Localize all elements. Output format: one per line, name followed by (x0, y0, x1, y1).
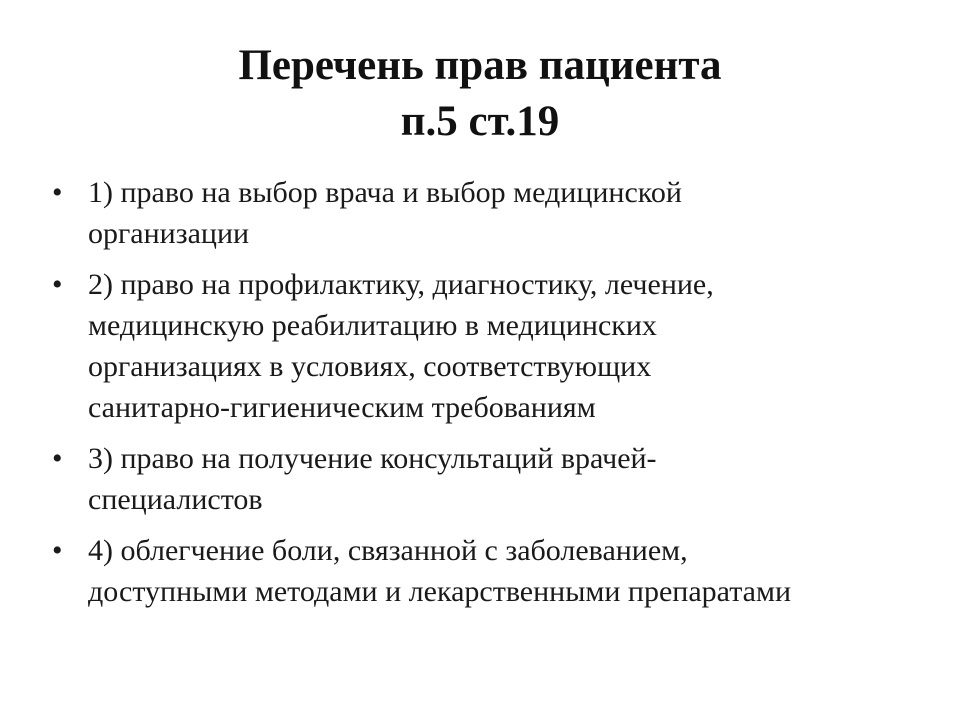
list-item-line: специалистов (88, 483, 263, 516)
slide-title (0, 38, 960, 150)
bullet-icon: • (52, 176, 63, 209)
list-item-text (88, 264, 922, 428)
list-item (52, 530, 922, 612)
list-item-text (88, 438, 922, 520)
list-item (52, 264, 922, 428)
list-item-line: организации (88, 217, 250, 250)
list-item-line: доступными методами и лекарственными препаратами (88, 575, 792, 608)
bullet-icon: • (52, 534, 63, 567)
title-line-1: Перечень прав пациента (238, 42, 722, 89)
list-item-line: санитарно-гигиеническим требованиям (88, 391, 596, 424)
list-item (52, 172, 922, 254)
list-item-text (88, 530, 922, 612)
list-item-text (88, 172, 922, 254)
rights-list (52, 172, 922, 622)
list-item-line: организациях в условиях, соответствующих (88, 350, 652, 383)
list-item-line: медицинскую реабилитацию в медицинских (88, 309, 657, 342)
bullet-icon: • (52, 268, 63, 301)
list-item-line: 4) облегчение боли, связанной с заболеванием, (88, 534, 688, 567)
bullet-icon: • (52, 442, 63, 475)
list-item-line: 2) право на профилактику, диагностику, лечение, (88, 268, 714, 301)
list-item-line: 3) право на получение консультаций врачей- (88, 442, 657, 475)
list-item-line: 1) право на выбор врача и выбор медицинской (88, 176, 682, 209)
title-line-2: п.5 ст.19 (400, 98, 560, 145)
list-item (52, 438, 922, 520)
